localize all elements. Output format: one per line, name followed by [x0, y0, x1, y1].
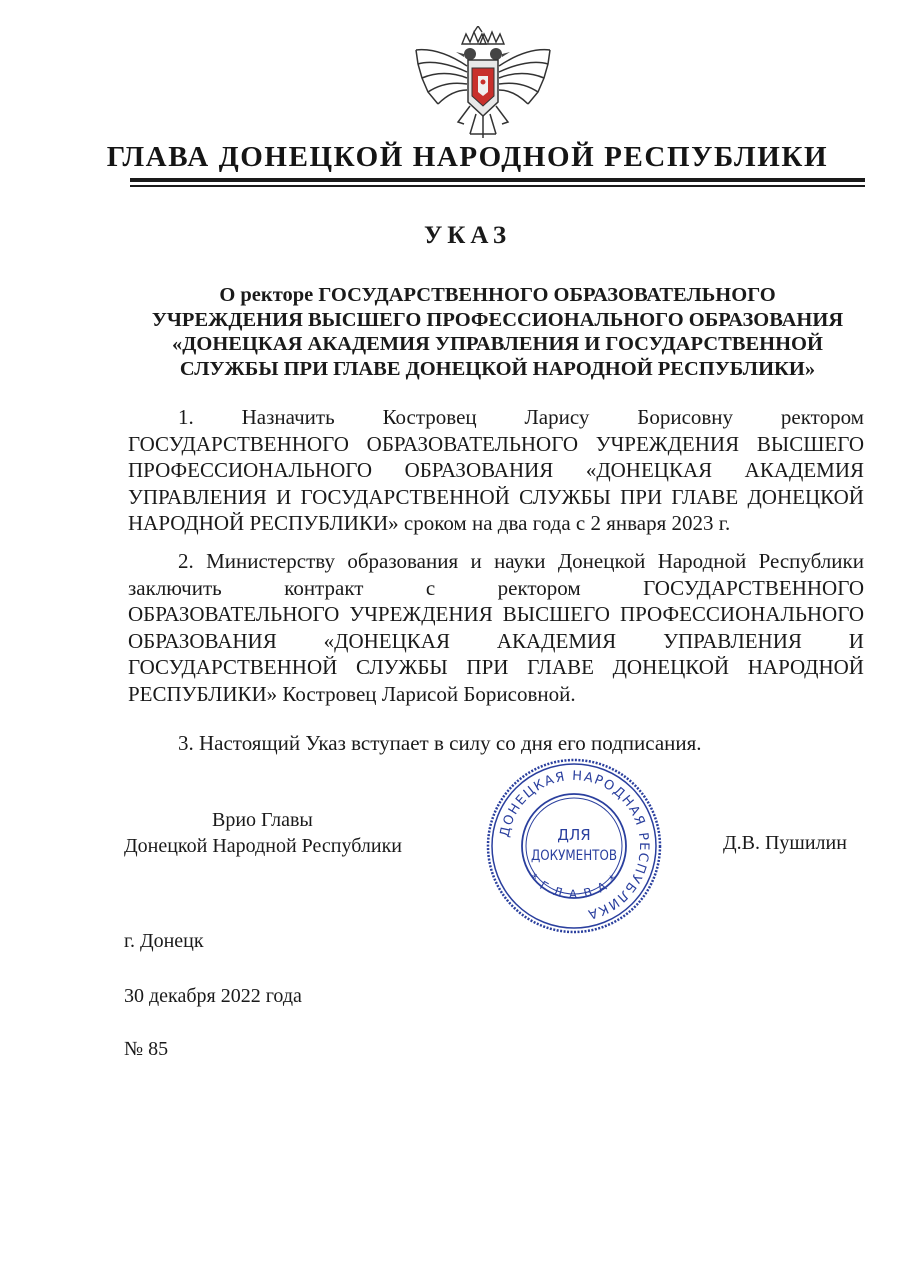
signatory-title-line: Врио Главы: [212, 809, 313, 831]
paragraph-2: [128, 548, 864, 707]
word: контракт: [284, 575, 364, 600]
date-of-issue: 30 декабря 2022 года: [124, 985, 302, 1007]
word: науки: [494, 549, 546, 573]
header-divider-thick: [130, 178, 865, 182]
word: ВЫСШЕГО: [756, 431, 864, 456]
paragraph-line: [128, 484, 864, 511]
word: и: [470, 549, 482, 573]
stamp-ring-text: ДОНЕЦКАЯ НАРОДНАЯ РЕСПУБЛИКА: [497, 768, 652, 922]
word: УЧРЕЖДЕНИЯ: [349, 602, 493, 626]
official-stamp: [484, 756, 664, 936]
word: Министерству: [206, 549, 335, 573]
word: ПРОФЕССИОНАЛЬНОГО: [128, 458, 373, 482]
paragraph-line: [128, 601, 864, 628]
issuing-authority: ГЛАВА ДОНЕЦКОЙ НАРОДНОЙ РЕСПУБЛИКИ: [106, 141, 829, 173]
stamp-center-line: ДОКУМЕНТОВ: [531, 848, 617, 864]
paragraph-line: [128, 431, 864, 458]
signatory-title: [124, 807, 444, 859]
word: ректором: [497, 575, 581, 600]
paragraph-line: [128, 457, 864, 484]
word: ОБРАЗОВАНИЯ: [404, 458, 554, 482]
paragraph-line: [128, 575, 864, 602]
word: ОБРАЗОВАТЕЛЬНОГО: [128, 602, 340, 626]
word: Борисовну: [637, 405, 734, 429]
signatory-name: Д.В. Пушилин: [723, 832, 847, 854]
coat-of-arms-icon: [412, 26, 554, 142]
word: ДОНЕЦКОЙ: [612, 655, 730, 679]
word: СЛУЖБЫ: [519, 484, 611, 509]
word: УПРАВЛЕНИЯ: [663, 628, 802, 653]
word: Костровец: [382, 405, 477, 429]
word: ПРИ: [620, 484, 663, 509]
word: ГОСУДАРСТВЕННОГО: [643, 575, 864, 600]
word: НАРОДНОЙ: [747, 655, 864, 679]
word: СЛУЖБЫ: [355, 655, 448, 679]
word: Донецкой: [557, 549, 646, 573]
header-divider-thin: [130, 185, 865, 187]
word: УПРАВЛЕНИЯ: [128, 484, 267, 509]
document-subject: [130, 283, 865, 381]
word: ректором: [780, 405, 864, 429]
word: ГЛАВЕ: [527, 655, 594, 679]
word: Ларису: [524, 405, 590, 429]
document-type: УКАЗ: [423, 222, 512, 249]
subject-line: УЧРЕЖДЕНИЯ ВЫСШЕГО ПРОФЕССИОНАЛЬНОГО ОБРАЗОВАНИЯ: [151, 308, 844, 331]
paragraph-line: [128, 548, 864, 575]
paragraph-line: [128, 654, 864, 681]
word: Назначить: [241, 405, 335, 429]
place-of-issue: г. Донецк: [124, 930, 204, 952]
subject-line: О ректоре ГОСУДАРСТВЕННОГО ОБРАЗОВАТЕЛЬНОГО: [219, 284, 776, 306]
word: АКАДЕМИЯ: [496, 628, 617, 653]
svg-text:* Г Л А В А *: [526, 871, 621, 902]
word: ДОНЕЦКОЙ: [747, 484, 864, 509]
stamp-bottom-text: * Г Л А В А *: [526, 870, 622, 902]
word: ПРОФЕССИОНАЛЬНОГО: [619, 602, 864, 626]
paragraph-1: [128, 404, 864, 537]
word: ГОСУДАРСТВЕННОЙ: [300, 484, 510, 509]
subject-line: «ДОНЕЦКАЯ АКАДЕМИЯ УПРАВЛЕНИЯ И ГОСУДАРСТВЕННОЙ: [172, 333, 823, 355]
subject-line: СЛУЖБЫ ПРИ ГЛАВЕ ДОНЕЦКОЙ НАРОДНОЙ РЕСПУБЛИКИ»: [179, 357, 816, 380]
word: с: [425, 575, 436, 600]
stamp-center-line: ДЛЯ: [557, 826, 591, 844]
word: образования: [347, 549, 459, 573]
word: ВЫСШЕГО: [502, 602, 610, 626]
paragraph-line: 3. Настоящий Указ вступает в силу со дня его подписания.: [178, 731, 702, 755]
word: ГЛАВЕ: [671, 484, 739, 509]
word: ГОСУДАРСТВЕННОГО: [128, 431, 349, 456]
word: Народной: [657, 549, 747, 573]
word: И: [848, 628, 864, 653]
signatory-title-line: Донецкой Народной Республики: [124, 835, 402, 857]
word: Республики: [758, 549, 864, 573]
word: УЧРЕЖДЕНИЯ: [595, 431, 740, 456]
word: И: [276, 484, 292, 509]
paragraph-3: [128, 730, 864, 757]
word: ПРИ: [466, 655, 509, 679]
paragraph-line: НАРОДНОЙ РЕСПУБЛИКИ» сроком на два года с 2 января 2023 г.: [128, 511, 731, 535]
word: АКАДЕМИЯ: [744, 458, 864, 482]
word: ОБРАЗОВАТЕЛЬНОГО: [366, 431, 578, 456]
word: ГОСУДАРСТВЕННОЙ: [128, 655, 338, 679]
word: ОБРАЗОВАНИЯ: [128, 628, 277, 653]
document-number: № 85: [124, 1038, 169, 1060]
word: 1.: [178, 405, 194, 429]
word: «ДОНЕЦКАЯ: [323, 628, 450, 653]
paragraph-line: [128, 628, 864, 655]
word: 2.: [178, 549, 194, 573]
paragraph-line: [128, 404, 864, 431]
word: заключить: [128, 575, 222, 600]
word: «ДОНЕЦКАЯ: [585, 458, 713, 482]
paragraph-line: РЕСПУБЛИКИ» Костровец Ларисой Борисовной.: [128, 681, 576, 706]
